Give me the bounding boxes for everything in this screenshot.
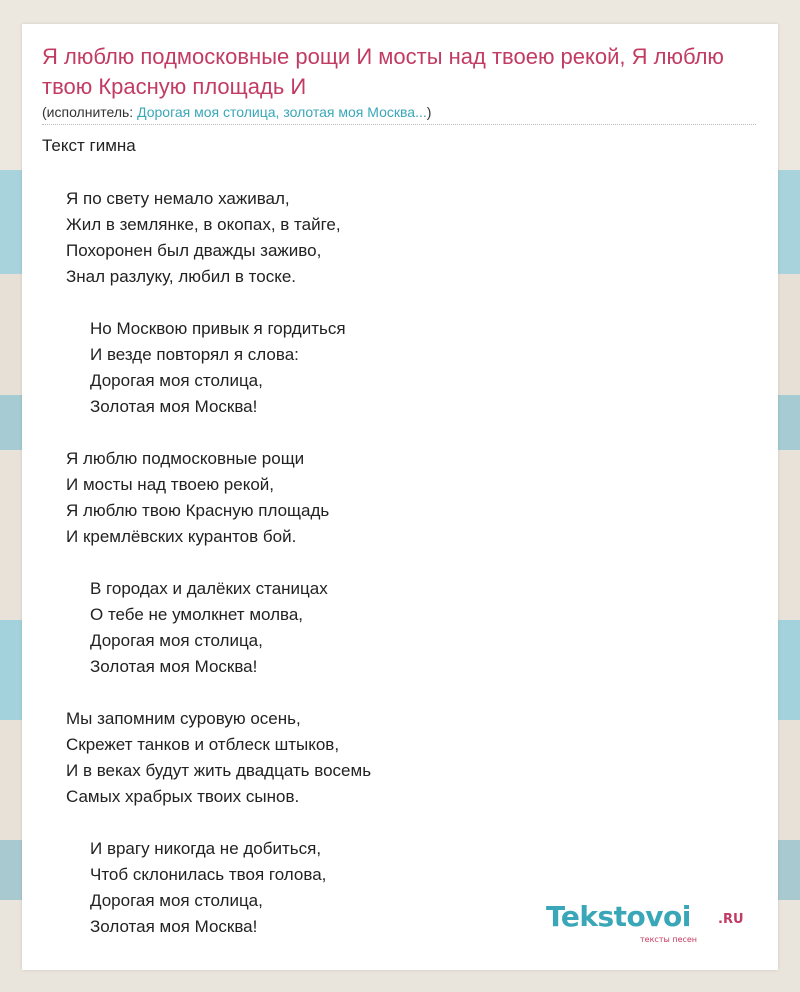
lyric-line: Дорогая моя столица, [90,631,263,650]
performer-suffix: ) [426,104,432,120]
lyric-line: Золотая моя Москва! [90,917,258,936]
performer-link[interactable]: Дорогая моя столица, золотая моя Москва... [137,104,427,120]
logo-tagline: тексты песен [640,935,698,944]
lyric-line: Знал разлуку, любил в тоске. [66,267,297,286]
stanza-6 [90,836,326,940]
site-logo[interactable] [546,900,746,944]
lyric-line: Жил в землянке, в окопах, в тайге, [66,215,341,234]
stanza-1 [66,186,341,290]
lyric-line: И в веках будут жить двадцать восемь [66,761,372,780]
lyric-line: Скрежет танков и отблеск штыков, [66,735,340,754]
lyric-line: И везде повторял я слова: [90,345,299,364]
lyrics-heading: Текст гимна [42,136,136,155]
logo-domain: .RU [718,912,744,927]
stanza-2 [90,316,346,420]
lyric-line: Золотая моя Москва! [90,657,258,676]
lyric-line: Я по свету немало хаживал, [66,189,290,208]
stanza-4 [90,576,328,680]
logo-wordmark: Tekstovoi [546,900,691,933]
lyric-line: И врагу никогда не добиться, [90,839,322,858]
lyric-line: Самых храбрых твоих сынов. [66,787,300,806]
lyric-line: В городах и далёких станицах [90,579,328,598]
lyric-line: Похоронен был дважды заживо, [66,241,322,260]
lyric-line: И мосты над твоею рекой, [66,475,275,494]
page-title: Я люблю подмосковные рощи И мосты над твоею рекой, Я люблю твою Красную площадь И [42,44,724,99]
lyric-line: Дорогая моя столица, [90,891,263,910]
lyric-line: О тебе не умолкнет молва, [90,605,304,624]
stanza-5 [66,706,371,810]
lyric-line: Но Москвою привык я гордиться [90,319,346,338]
lyric-line: Дорогая моя столица, [90,371,263,390]
lyric-line: Золотая моя Москва! [90,397,258,416]
lyrics-card [22,24,778,970]
lyric-line: И кремлёвских курантов бой. [66,527,297,546]
performer-prefix: (исполнитель: [42,104,138,120]
divider [42,124,756,125]
lyric-line: Чтоб склонилась твоя голова, [90,865,327,884]
lyric-line: Мы запомним суровую осень, [66,709,301,728]
stanza-3 [66,446,329,550]
lyric-line: Я люблю подмосковные рощи [66,449,305,468]
performer-line [42,104,431,120]
lyric-line: Я люблю твою Красную площадь [66,501,330,520]
